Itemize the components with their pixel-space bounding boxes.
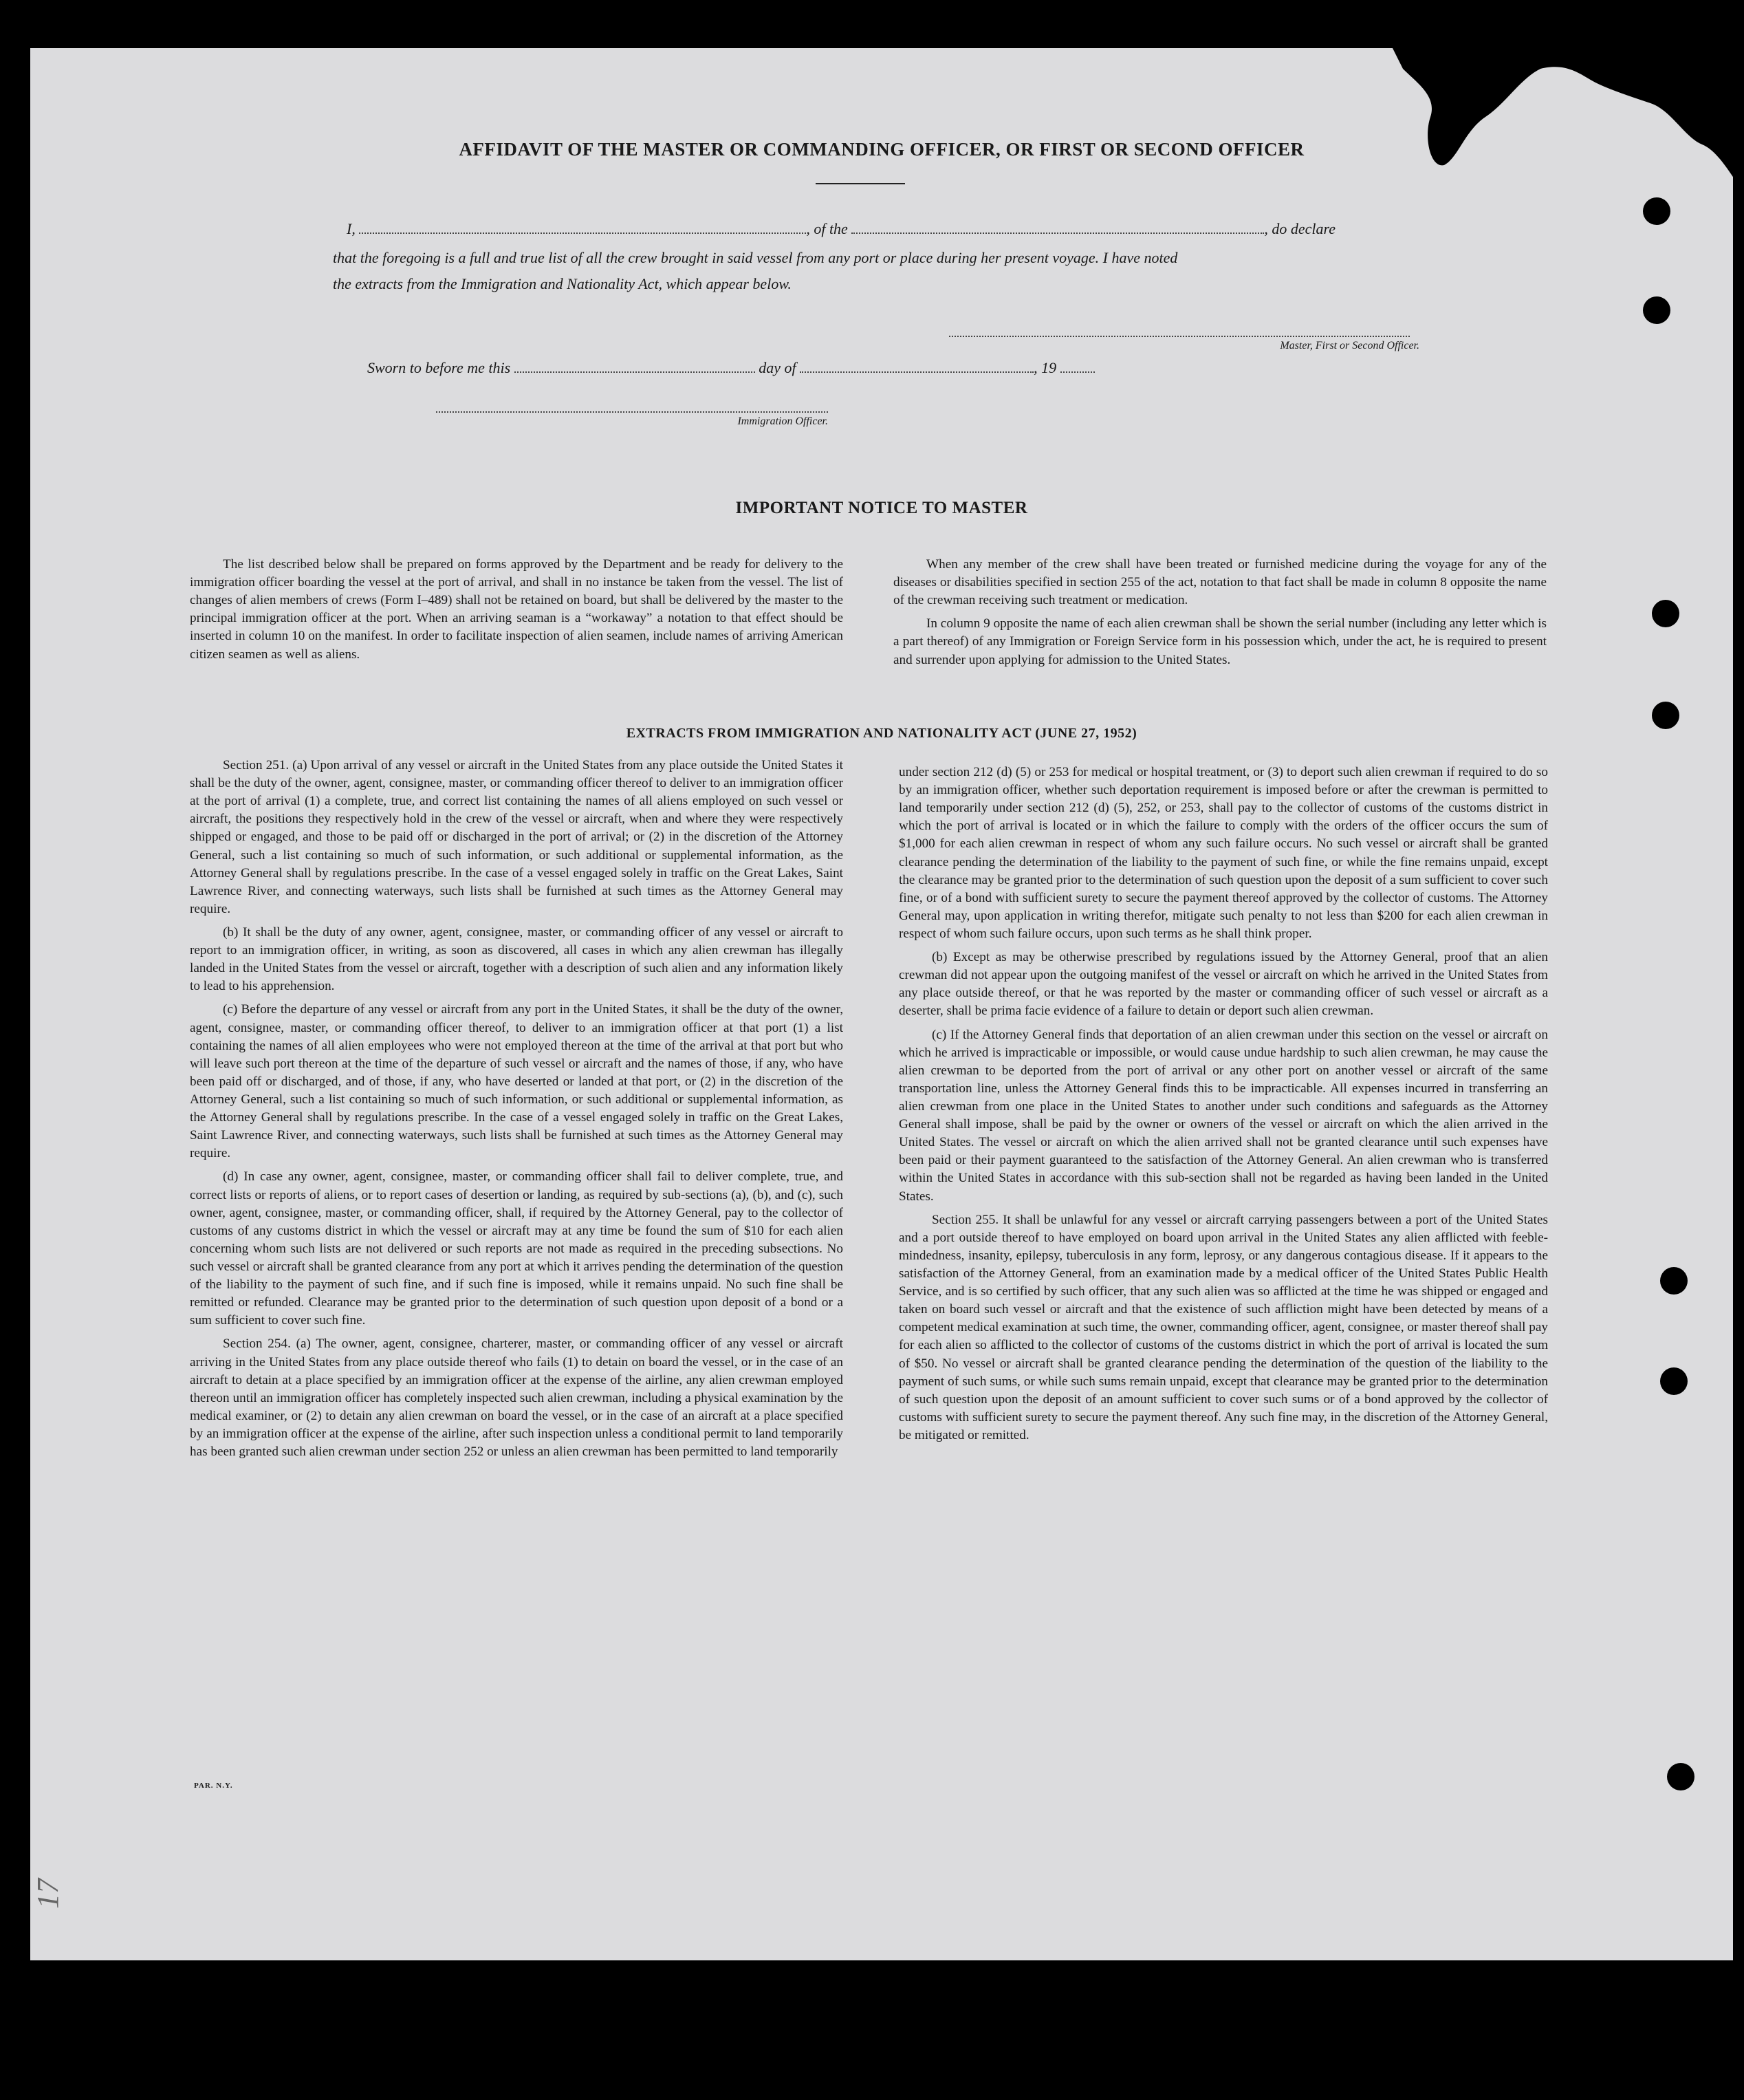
notice-left-paragraph: The list described below shall be prepared on forms approved by the Department and be ready for delivery to the immigration officer boarding the vessel at the port of arrival, and shall in no instance be taken from the vessel. The list of changes of alien members of crews (Form I–489) shall not be retained on board, but shall be delivered by the master to the principal immigration officer at the port. When an arriving seaman is a “workaway” a notation to that effect should be inserted in column 10 on the manifest. In order to facilitate inspection of alien seamen, include names of arriving American citizen seamen as well as aliens.	[190, 557, 843, 662]
handwritten-mark: 17	[31, 1879, 65, 1909]
sworn-month-blank[interactable]	[800, 359, 1034, 373]
punch-hole	[1660, 1367, 1688, 1395]
torn-corner-damage	[1389, 41, 1744, 193]
day-of-label: day of	[759, 359, 796, 376]
section-254-c: (c) If the Attorney General finds that deportation of an alien crewman under this section on the vessel or aircraft on which he arrived is impracticable or impossible, or would cause undue hardship to such alien crewman, he may cause the alien crewman to be deported from the port of arrival or any other port on another vessel or aircraft of the same transportation line, unless the Attorney General finds this to be impracticable. All expenses incurred in transferring an alien crewman from one place in the United States to another under such conditions and safeguards as the Attorney General shall impose, shall be paid by the owner or owners of the vessel or aircraft on which the alien arrived in the United States. The vessel or aircraft on which the alien arrived shall not be granted clearance until such expenses have been paid or their payment guaranteed to the satisfaction of the Attorney General. An alien crewman who is transferred within the United States in accordance with this sub-section shall not be regarded as having been landed in the United States.	[899, 1027, 1548, 1204]
title-underline	[816, 183, 905, 184]
document-page	[30, 48, 1733, 1960]
punch-hole	[1652, 702, 1679, 729]
printer-mark: PAR. N.Y.	[194, 1782, 233, 1790]
notice-left-column	[190, 556, 843, 664]
affidavit-i-label: I,	[347, 220, 356, 237]
affidavit-declaration-line	[347, 220, 1447, 238]
section-254-a-continued: under section 212 (d) (5) or 253 for medical or hospital treatment, or (3) to deport such alien crewman if required to do so by an immigration officer, whether such deportation requirement is imposed before or after the crewman is permitted to land temporarily under section 212 (d) (5), 252, or 253, shall pay to the collector of customs of the customs district in which the port of arrival is located or in which the failure to comply with the orders of the officer occurs the sum of $1,000 for each alien crewman in respect of whom any such failure occurs. No such vessel or aircraft shall be granted clearance pending the determination of the liability to the payment of such fine, or while the fine remains unpaid, except the clearance may be granted prior to the determination of such question upon the deposit of a sum sufficient to cover such fine, or of a bond with sufficient surety to secure the payment thereof approved by the collector of customs. The Attorney General may, upon application in writing therefor, mitigate such penalty to not less than $200 for each alien crewman in respect of whom such failure occurs, upon such terms as he shall think proper.	[899, 765, 1548, 941]
punch-hole	[1643, 197, 1670, 225]
immigration-officer-caption: Immigration Officer.	[737, 415, 828, 427]
sworn-day-blank[interactable]	[514, 359, 755, 373]
punch-hole	[1660, 1267, 1688, 1295]
affidavit-of-the-label: , of the	[806, 220, 848, 237]
sworn-line	[367, 359, 1261, 377]
master-signature-line[interactable]	[949, 336, 1410, 337]
vessel-blank[interactable]	[851, 220, 1264, 234]
notice-right-paragraph-1: When any member of the crew shall have been treated or furnished medicine during the voyage for any of the diseases or disabilities specified in section 255 of the act, notation to that fact shall be made in column 8 opposite the name of the crewman receiving such treatment or medication.	[893, 557, 1547, 608]
notice-title: IMPORTANT NOTICE TO MASTER	[735, 499, 1028, 517]
affidavit-declare-label: , do declare	[1264, 220, 1336, 237]
year-label: , 19	[1034, 359, 1057, 376]
punch-hole	[1667, 1763, 1694, 1790]
sworn-year-blank[interactable]	[1060, 359, 1095, 373]
extracts-title: EXTRACTS FROM IMMIGRATION AND NATIONALITY ACT (JUNE 27, 1952)	[626, 726, 1137, 741]
affidavit-line3: the extracts from the Immigration and Nationality Act, which appear below.	[333, 275, 792, 292]
extracts-right-column	[899, 764, 1548, 1450]
name-blank[interactable]	[359, 220, 806, 234]
section-251-a: Section 251. (a) Upon arrival of any vessel or aircraft in the United States from any place outside the United States it shall be the duty of the owner, agent, consignee, master, or commanding officer thereof to deliver to an immigration officer at the port of arrival (1) a complete, true, and correct list containing the names of all aliens employed on such vessel or aircraft, the positions they respectively hold in the crew of the vessel or aircraft, when and where they were respectively shipped or engaged, and those to be paid off or discharged in the port of arrival; or (2) in the discretion of the Attorney General, such a list containing so much of such information, or such additional or supplemental information, as the Attorney General shall by regulations prescribe. In the case of a vessel engaged solely in traffic on the Great Lakes, Saint Lawrence River, and connecting waterways, such lists shall be furnished at such times as the Attorney General may require.	[190, 758, 843, 916]
section-254-b: (b) Except as may be otherwise prescribed by regulations issued by the Attorney General, proof that an alien crewman did not appear upon the outgoing manifest of the vessel or aircraft on which he arrived in the United States from any place outside thereof, or that he was reported by the master or commanding officer of such vessel or aircraft as a deserter, shall be prima facie evidence of a failure to detain or deport such alien crewman.	[899, 950, 1548, 1019]
notice-right-column	[893, 556, 1547, 669]
affidavit-line2: that the foregoing is a full and true list of all the crew brought in said vessel from any port or place during her present voyage. I have noted	[333, 249, 1178, 266]
extracts-left-column	[190, 757, 843, 1466]
immigration-officer-signature-line[interactable]	[436, 411, 828, 413]
section-251-b: (b) It shall be the duty of any owner, agent, consignee, master, or commanding officer of any vessel or aircraft to report to an immigration officer, in writing, as soon as discovered, all cases in which any alien crewman has illegally landed in the United States from the vessel or aircraft, together with a description of such alien and any information likely to lead to his apprehension.	[190, 924, 843, 994]
sworn-label: Sworn to before me this	[367, 359, 511, 376]
master-caption: Master, First or Second Officer.	[1280, 340, 1419, 351]
section-255: Section 255. It shall be unlawful for any vessel or aircraft carrying passengers between a port of the United States and a port outside thereof to have employed on board upon arrival in the United States any alien afflicted with feeble-mindedness, insanity, epilepsy, tuberculosis in any form, leprosy, or any dangerous contagious disease. If it appears to the satisfaction of the Attorney General, from an examination made by a medical officer of the United States Public Health Service, and is so certified by such officer, that any such alien was so afflicted at the time he was shipped or engaged and taken on board such vessel or aircraft and that the existence of such affliction might have been detected by means of a competent medical examination at such time, the owner, commanding officer, agent, consignee, or master thereof shall pay for each alien so afflicted to the collector of customs of the customs district in which the port of arrival is located the sum of $50. No vessel or aircraft shall be granted clearance pending the determination of the question of the liability to the payment of such sums, or while such sums remain unpaid, except that clearance may be granted prior to the determination of such question upon the deposit of an amount sufficient to cover such sums or of a bond approved by the collector of customs with sufficient surety to secure the payment thereof. Any such fine may, in the discretion of the Attorney General, be mitigated or remitted.	[899, 1212, 1548, 1442]
punch-hole	[1652, 600, 1679, 627]
punch-hole	[1643, 296, 1670, 324]
section-251-d: (d) In case any owner, agent, consignee, master, or commanding officer shall fail to deliver complete, true, and correct lists or reports of aliens, or to report cases of desertion or landing, as required by sub-sections (a), (b), and (c), such owner, agent, consignee, master, or commanding officer, shall, if required by the Attorney General, pay to the collector of customs of any customs district in which the vessel or aircraft may at any time be found the sum of $10 for each alien concerning whom such lists are not delivered or such reports are not made as required in the preceding subsections. No such vessel or aircraft shall be granted clearance from any port at which it arrives pending the determination of the question of the liability to the payment of such fine, and if such fine is imposed, while it remains unpaid. No such fine shall be remitted or refunded. Clearance may be granted prior to the determination of such question upon deposit of a bond or a sum sufficient to cover such fine.	[190, 1169, 843, 1328]
notice-right-paragraph-2: In column 9 opposite the name of each alien crewman shall be shown the serial number (including any letter which is a part thereof) of any Immigration or Foreign Service form in his possession which, under the act, he is required to present and surrender upon applying for admission to the United States.	[893, 616, 1547, 667]
affidavit-title: AFFIDAVIT OF THE MASTER OR COMMANDING OFFICER, OR FIRST OR SECOND OFFICER	[459, 139, 1305, 160]
section-251-c: (c) Before the departure of any vessel or aircraft from any port in the United States, it shall be the duty of the owner, agent, consignee, master, or commanding officer thereof, to deliver to an immigration officer at that port (1) a list containing the names of all alien employees who were not employed thereon at the time of the arrival at that port but who will leave such port thereon at the time of the departure of such vessel or aircraft and the names of those, if any, who have been paid off or discharged, and of those, if any, who have deserted or landed at that port, or (2) in the discretion of the Attorney General, such a list containing so much of such information, or such additional or supplemental information, as the Attorney General shall by regulations prescribe. In the case of a vessel engaged solely in traffic on the Great Lakes, Saint Lawrence River, and connecting waterways, such lists shall be furnished at such times as the Attorney General may require.	[190, 1002, 843, 1161]
section-254-a: Section 254. (a) The owner, agent, consignee, charterer, master, or commanding officer of any vessel or aircraft arriving in the United States from any place outside thereof who fails (1) to detain on board the vessel, or in the case of an aircraft to detain at a place specified by an immigration officer at the expense of the airline, any alien crewman employed thereon until an immigration officer has completely inspected such alien crewman, including a physical examination by the medical examiner, or (2) to detain any alien crewman on board the vessel, or in the case of an aircraft at a place specified by an immigration officer at the expense of the airline, after such inspection unless a conditional permit to land temporarily has been granted such alien crewman under section 252 or unless an alien crewman has been permitted to land temporarily	[190, 1336, 843, 1460]
